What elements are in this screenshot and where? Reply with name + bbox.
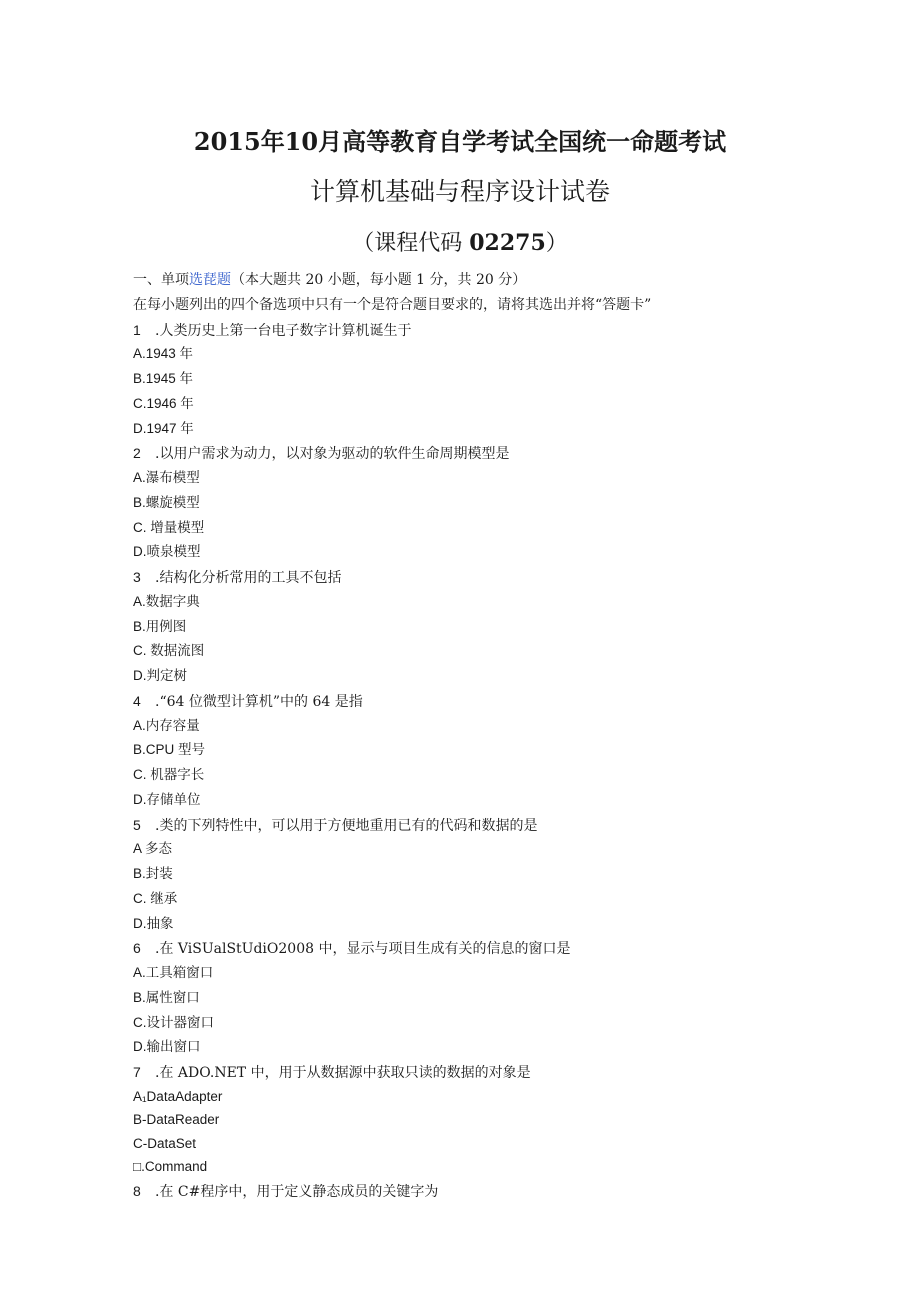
question-number: 4 — [133, 692, 141, 709]
option-1-3: D.1947 年 — [133, 420, 194, 436]
option-6-1: B.属性窗口 — [133, 989, 200, 1005]
question-number: 7 — [133, 1064, 141, 1080]
question-3 — [133, 565, 773, 590]
question-number: 8 — [133, 1182, 141, 1199]
course-code-line — [0, 226, 920, 257]
exam-subtitle: 计算机基础与程序设计试卷 — [309, 177, 610, 206]
course-code-suffix: ） — [545, 231, 568, 256]
option-3-1: B.用例图 — [133, 618, 187, 634]
question-number: 5 — [133, 816, 141, 833]
option-6-0: A.工具箱窗口 — [133, 965, 214, 980]
option-7-1: B-DataReader — [133, 1112, 220, 1128]
question-number: 1 — [133, 321, 141, 338]
section-suffix: （本大题共 20 小题，每小题 1 分，共 20 分） — [231, 272, 527, 288]
question-number: 3 — [133, 569, 141, 585]
option-1-1: B.1945 年 — [133, 371, 194, 386]
section-prefix: 一、单项 — [133, 272, 189, 288]
option-6-2: C.设计器窗口 — [133, 1014, 214, 1030]
option-3-0: A.数据字典 — [133, 593, 200, 609]
instruction-text: 在每小题列出的四个备选项中只有一个是符合题目要求的，请将其选出并将“答题卡” — [133, 296, 652, 313]
option-2-0: A.瀑布模型 — [133, 470, 200, 485]
question-2 — [133, 441, 773, 466]
section-link[interactable]: 选琵题 — [189, 272, 231, 288]
option-3-3: D.判定树 — [133, 668, 187, 683]
option-5-0: A 多态 — [133, 841, 173, 857]
section-heading — [133, 268, 773, 293]
option-4-1: B.CPU 型号 — [133, 742, 206, 758]
question-7 — [133, 1060, 773, 1085]
course-code: 02275 — [469, 230, 546, 256]
option-7-0: A₁DataAdapter — [133, 1088, 223, 1104]
question-text: .以用户需求为动力，以对象为驱动的软件生命周期模型是 — [155, 446, 510, 463]
question-number: 2 — [133, 445, 141, 462]
option-4-0: A.内存容量 — [133, 717, 200, 733]
question-number: 6 — [133, 940, 141, 957]
question-6 — [133, 936, 773, 961]
question-8 — [133, 1179, 773, 1204]
option-4-2: C. 机器字长 — [133, 767, 205, 782]
option-7-2: C-DataSet — [133, 1135, 197, 1151]
question-5 — [133, 813, 773, 838]
option-5-1: B.封装 — [133, 866, 173, 881]
option-5-3: D.抽象 — [133, 915, 174, 931]
option-5-2: C. 继承 — [133, 890, 178, 906]
option-4-3: D.存储单位 — [133, 791, 201, 807]
question-text: .类的下列特性中，可以用于方便地重用已有的代码和数据的是 — [155, 817, 538, 834]
question-text: .“64 位微型计算机”中的 64 是指 — [155, 693, 363, 710]
option-7-3: □.Command — [133, 1159, 208, 1175]
option-1-2: C.1946 年 — [133, 395, 194, 411]
question-1 — [133, 318, 773, 343]
question-body — [133, 268, 773, 1204]
question-4 — [133, 689, 773, 714]
question-text: .人类历史上第一台电子数字计算机诞生于 — [155, 322, 412, 339]
option-2-3: D.喷泉模型 — [133, 544, 201, 560]
course-code-prefix: （课程代码 — [352, 231, 470, 256]
option-6-3: D.输出窗口 — [133, 1039, 201, 1055]
exam-title: 2015年10月高等教育自学考试全国统一命题考试 — [193, 127, 727, 156]
question-text: .在 C#程序中，用于定义静态成员的关键字为 — [155, 1183, 439, 1200]
option-2-1: B.螺旋模型 — [133, 494, 200, 510]
option-3-2: C. 数据流图 — [133, 643, 205, 659]
question-text: .在 ViSUalStUdiO2008 中，显示与项目生成有关的信息的窗口是 — [155, 941, 571, 958]
option-1-0: A.1943 年 — [133, 346, 194, 362]
question-text: .在 ADO.NET 中，用于从数据源中获取只读的数据的对象是 — [155, 1065, 531, 1081]
option-2-2: C. 增量模型 — [133, 519, 205, 535]
question-text: .结构化分析常用的工具不包括 — [155, 570, 342, 586]
